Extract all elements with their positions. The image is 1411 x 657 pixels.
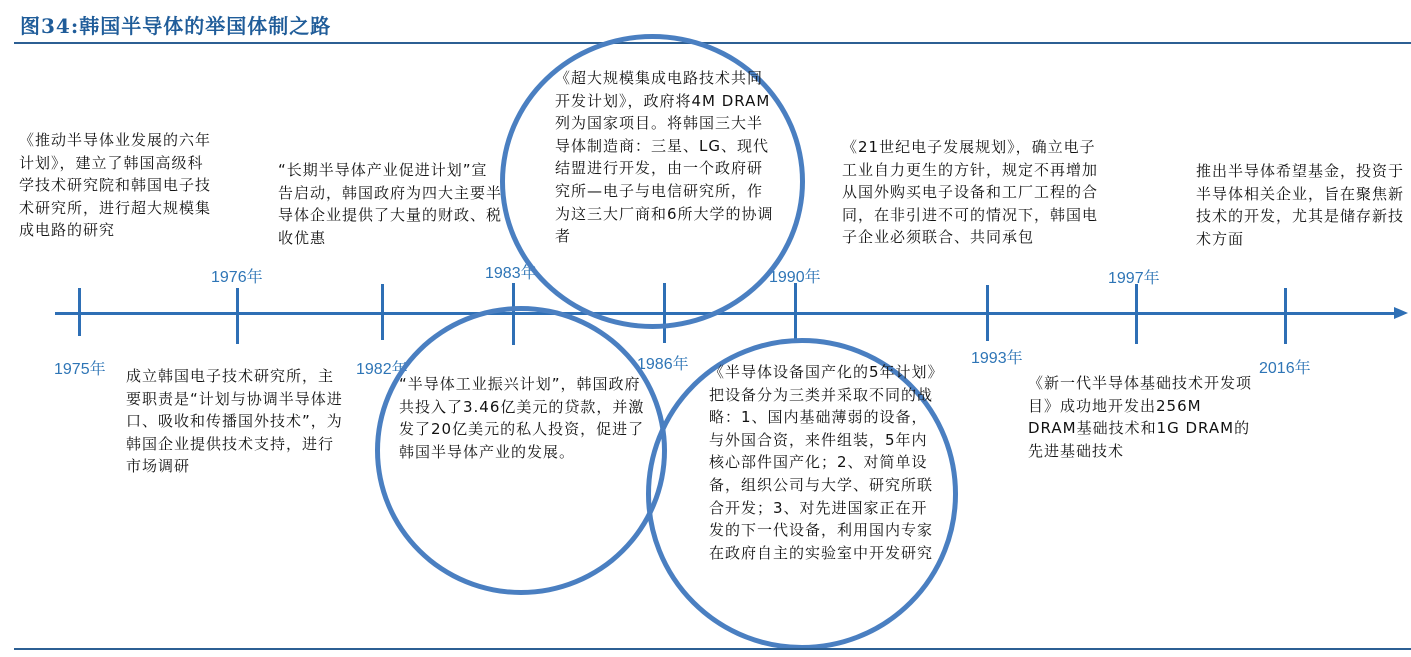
tick-1976 <box>236 288 239 344</box>
event-text-1993: 《21世纪电子发展规划》，确立电子工业自力更生的方针，规定不再增加从国外购买电子设备和工厂工程的合同，在非引进不可的情况下，韩国电子企业必须联合、共同承包 <box>842 138 1099 247</box>
tick-1997 <box>1135 284 1138 344</box>
year-label: 2016年 <box>1259 360 1311 377</box>
event-text-1976: 成立韩国电子技术研究所，主要职责是“计划与协调半导体进口、吸收和传播国外技术”，为韩国企业提供技术支持，进行市场调研 <box>126 367 343 476</box>
bottom-rule <box>14 648 1411 650</box>
tick-1982 <box>381 284 384 340</box>
year-label: 1976年 <box>211 269 263 286</box>
tick-1993 <box>986 285 989 341</box>
event-text-1986: 《超大规模集成电路技术共同开发计划》，政府将4M DRAM列为国家项目。将韩国三大半导体制造商：三星、LG、现代结盟进行开发，由一个政府研究所—电子与电信研究所，作为这三大厂商和6所大学的协调者 <box>555 69 774 246</box>
figure-title: 图34:韩国半导体的举国体制之路 <box>20 14 332 38</box>
year-label: 1975年 <box>54 361 106 378</box>
timeline-axis <box>55 312 1395 315</box>
event-text-1997: 《新一代半导体基础技术开发项目》成功地开发出256M DRAM基础技术和1G DRAM的先进基础技术 <box>1028 374 1253 460</box>
year-label: 1983年 <box>485 265 537 282</box>
year-label: 1993年 <box>971 350 1023 367</box>
event-text-2016: 推出半导体希望基金，投资于半导体相关企业，旨在聚焦新技术的开发，尤其是储存新技术方面 <box>1196 162 1405 248</box>
event-text-1982: “长期半导体产业促进计划”宣告启动，韩国政府为四大主要半导体企业提供了大量的财政、税收优惠 <box>278 161 503 247</box>
tick-1990 <box>794 283 797 343</box>
event-text-1975: 《推动半导体业发展的六年计划》，建立了韩国高级科学技术研究院和韩国电子技术研究所，进行超大规模集成电路的研究 <box>19 131 212 240</box>
event-text-1983: “半导体工业振兴计划”，韩国政府共投入了3.46亿美元的贷款，并激发了20亿美元的私人投资，促进了韩国半导体产业的发展。 <box>399 375 645 461</box>
tick-1975 <box>78 288 81 336</box>
top-rule <box>14 42 1411 44</box>
year-label: 1997年 <box>1108 270 1160 287</box>
timeline-arrow-icon <box>1394 307 1408 319</box>
tick-2016 <box>1284 288 1287 344</box>
year-label: 1982年 <box>356 361 408 378</box>
year-label: 1986年 <box>637 356 689 373</box>
year-label: 1990年 <box>769 269 821 286</box>
event-text-1990: 《半导体设备国产化的5年计划》把设备分为三类并采取不同的战略：1、国内基础薄弱的设备，与外国合资，来件组装，5年内核心部件国产化；2、对简单设备，组织公司与大学、研究所联合开发；3、对先进国家正在开发的下一代设备，利用国内专家在政府自主的实验室中开发研究 <box>709 363 937 562</box>
